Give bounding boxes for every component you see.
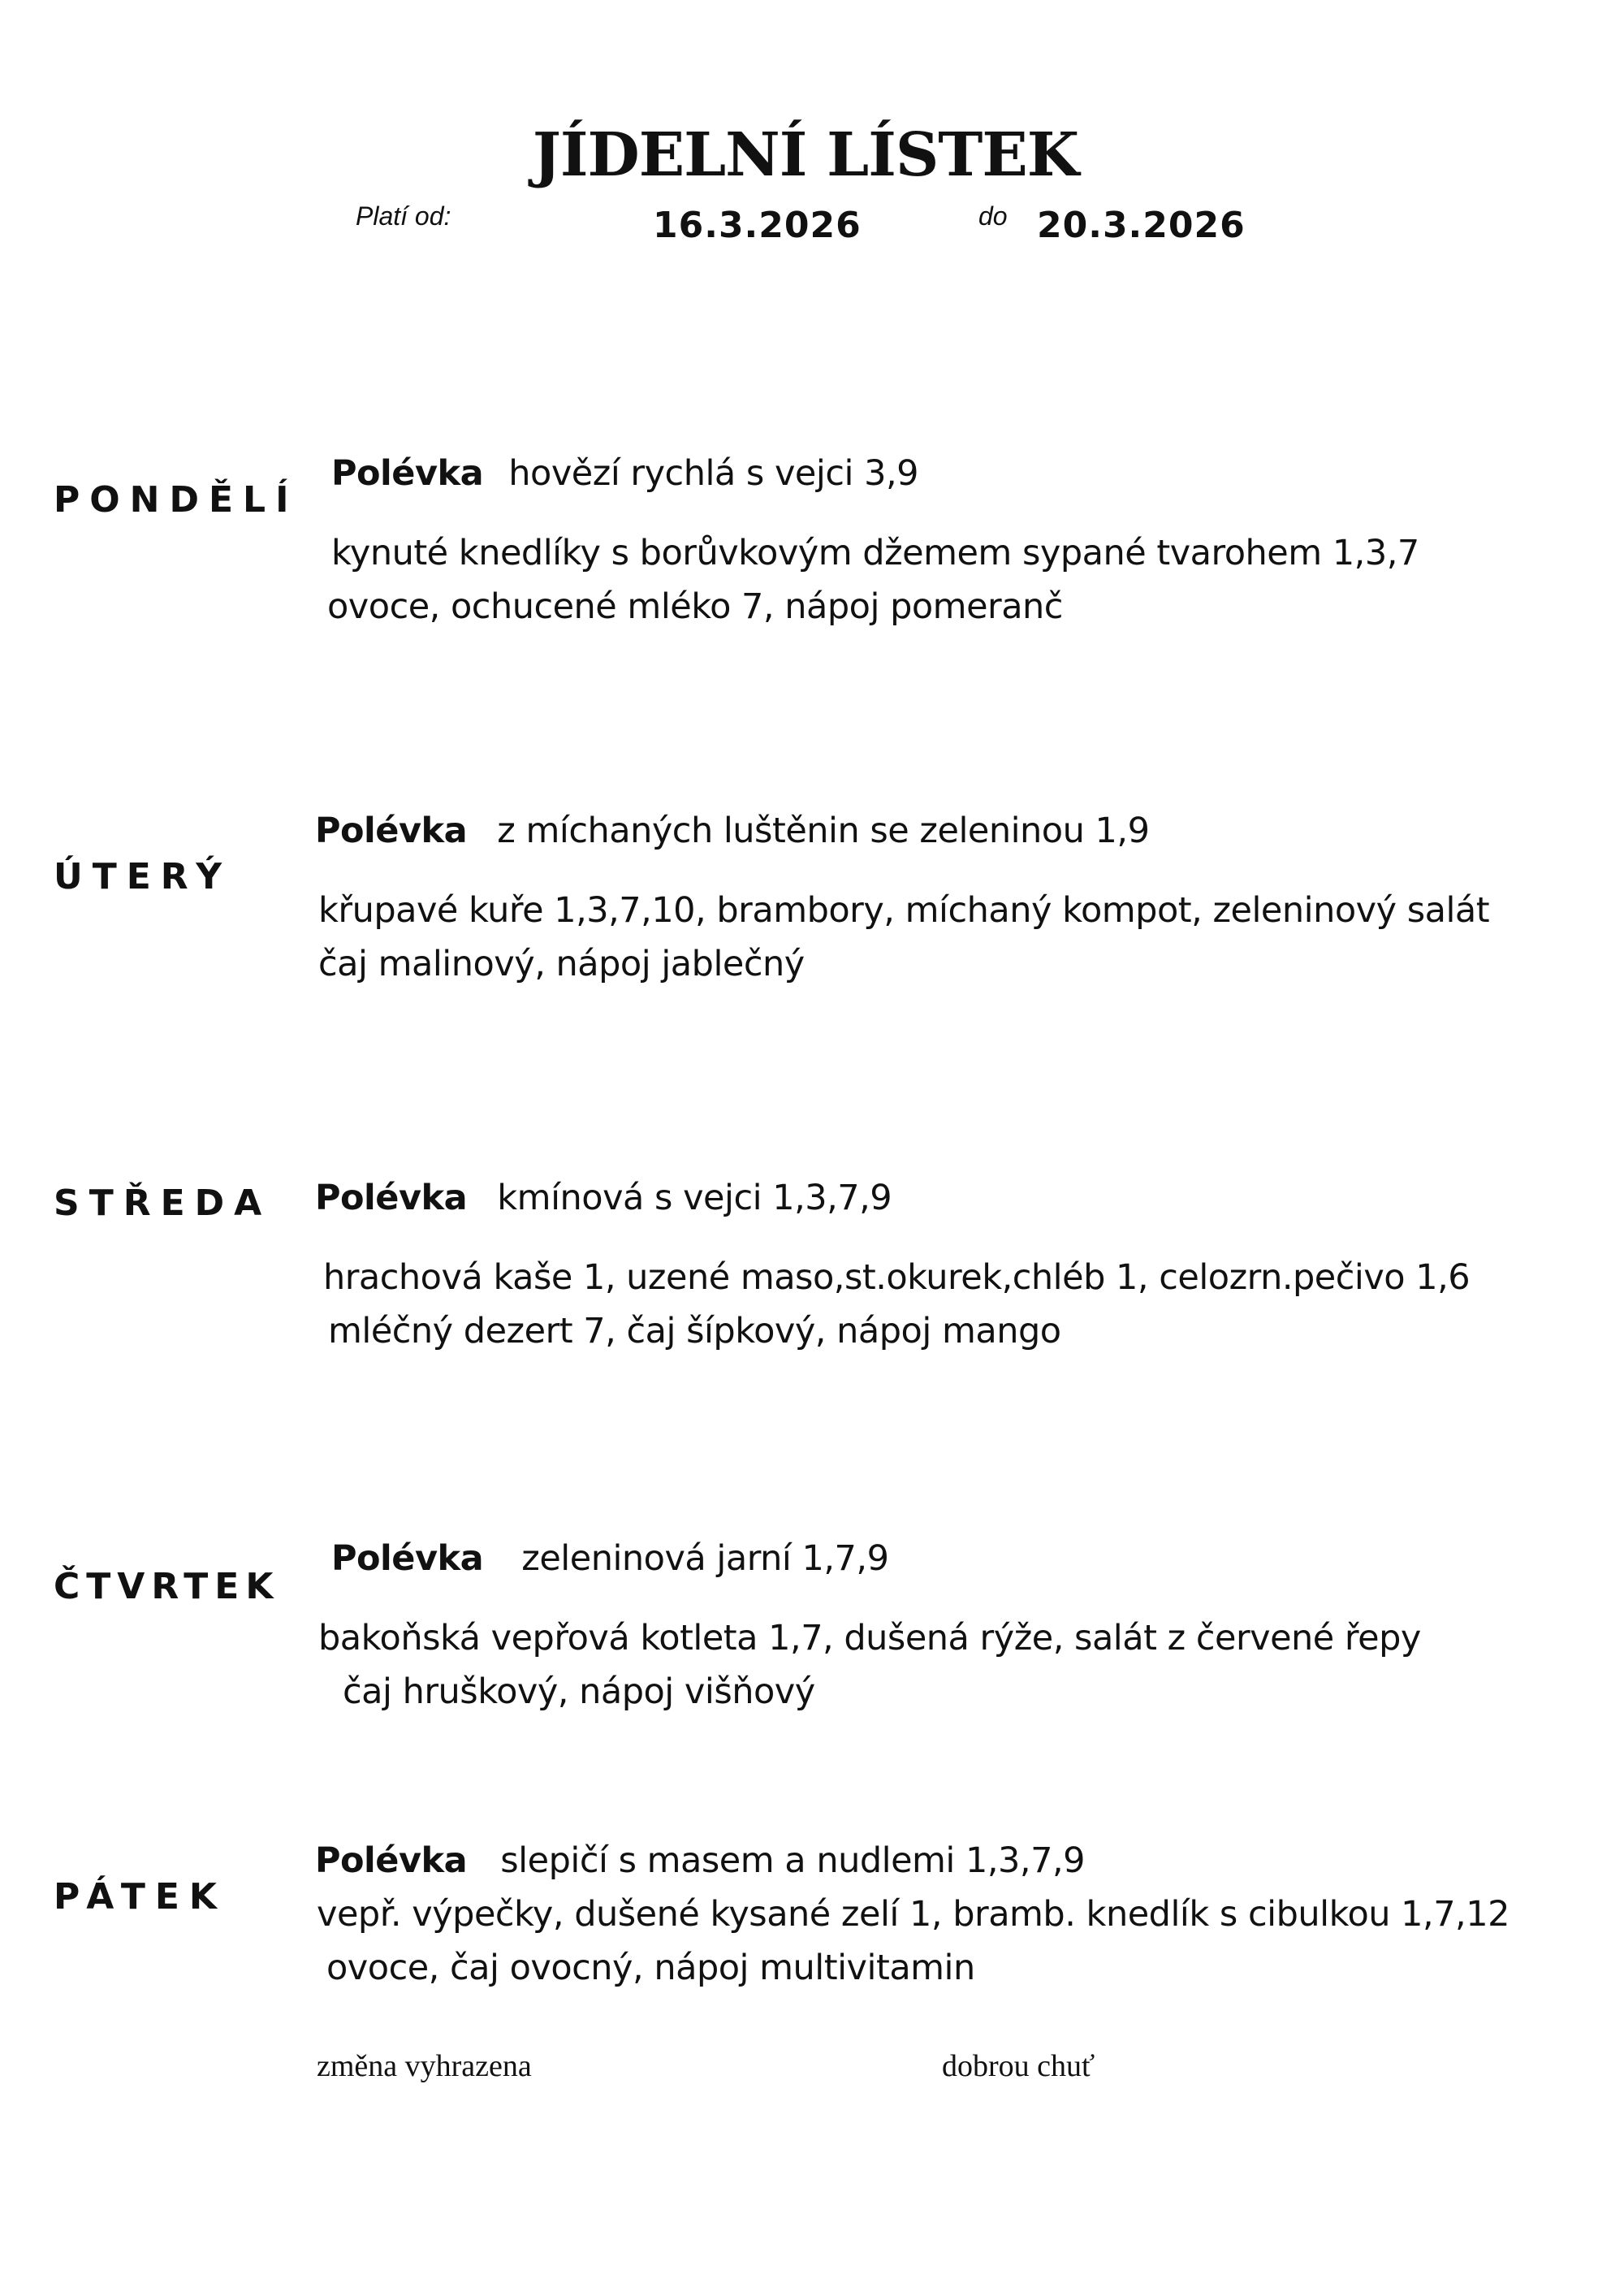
meal-line: kynuté knedlíky s borůvkovým džemem sypané tvarohem 1,3,7 [331, 533, 1419, 573]
date-to: 20.3.2026 [1037, 205, 1246, 246]
day-name: PÁTEK [54, 1876, 227, 1918]
soup-label: Polévka [331, 453, 484, 494]
page-title: JÍDELNÍ LÍSTEK [532, 120, 1079, 190]
soup-line [315, 1840, 1085, 1881]
footer-greeting: dobrou chuť [942, 2049, 1095, 2083]
meal-line: čaj malinový, nápoj jablečný [318, 944, 805, 984]
soup-text: z míchaných luštěnin se zeleninou 1,9 [497, 811, 1150, 851]
soup-label: Polévka [315, 811, 468, 851]
soup-line [315, 1178, 892, 1218]
soup-label: Polévka [315, 1840, 468, 1881]
soup-text: zeleninová jarní 1,7,9 [521, 1538, 889, 1579]
day-name: PONDĚLÍ [54, 479, 299, 521]
day-name: ÚTERÝ [54, 856, 232, 897]
soup-label: Polévka [331, 1538, 484, 1579]
soup-line [331, 1538, 888, 1579]
meal-line: ovoce, ochucené mléko 7, nápoj pomeranč [327, 586, 1063, 627]
footer-note: změna vyhrazena [317, 2049, 532, 2083]
soup-text: slepičí s masem a nudlemi 1,3,7,9 [500, 1840, 1085, 1881]
meal-line: bakoňská vepřová kotleta 1,7, dušená rýže, salát z červené řepy [318, 1618, 1421, 1658]
valid-from-label: Platí od: [356, 201, 451, 231]
meal-line: mléčný dezert 7, čaj šípkový, nápoj mango [328, 1311, 1061, 1351]
date-from: 16.3.2026 [653, 205, 862, 246]
meal-line: křupavé kuře 1,3,7,10, brambory, míchaný kompot, zeleninový salát [318, 890, 1490, 931]
soup-label: Polévka [315, 1178, 468, 1218]
to-label: do [978, 201, 1008, 231]
meal-line: ovoce, čaj ovocný, nápoj multivitamin [326, 1948, 975, 1988]
meal-line: čaj hruškový, nápoj višňový [343, 1671, 815, 1712]
soup-line [315, 811, 1149, 851]
soup-text: hovězí rychlá s vejci 3,9 [508, 453, 918, 494]
soup-text: kmínová s vejci 1,3,7,9 [497, 1178, 892, 1218]
meal-line: hrachová kaše 1, uzené maso,st.okurek,chléb 1, celozrn.pečivo 1,6 [323, 1257, 1471, 1298]
day-name: STŘEDA [54, 1183, 272, 1224]
day-name: ČTVRTEK [54, 1566, 280, 1607]
meal-line: vepř. výpečky, dušené kysané zelí 1, bramb. knedlík s cibulkou 1,7,12 [317, 1894, 1510, 1935]
soup-line [331, 453, 918, 494]
